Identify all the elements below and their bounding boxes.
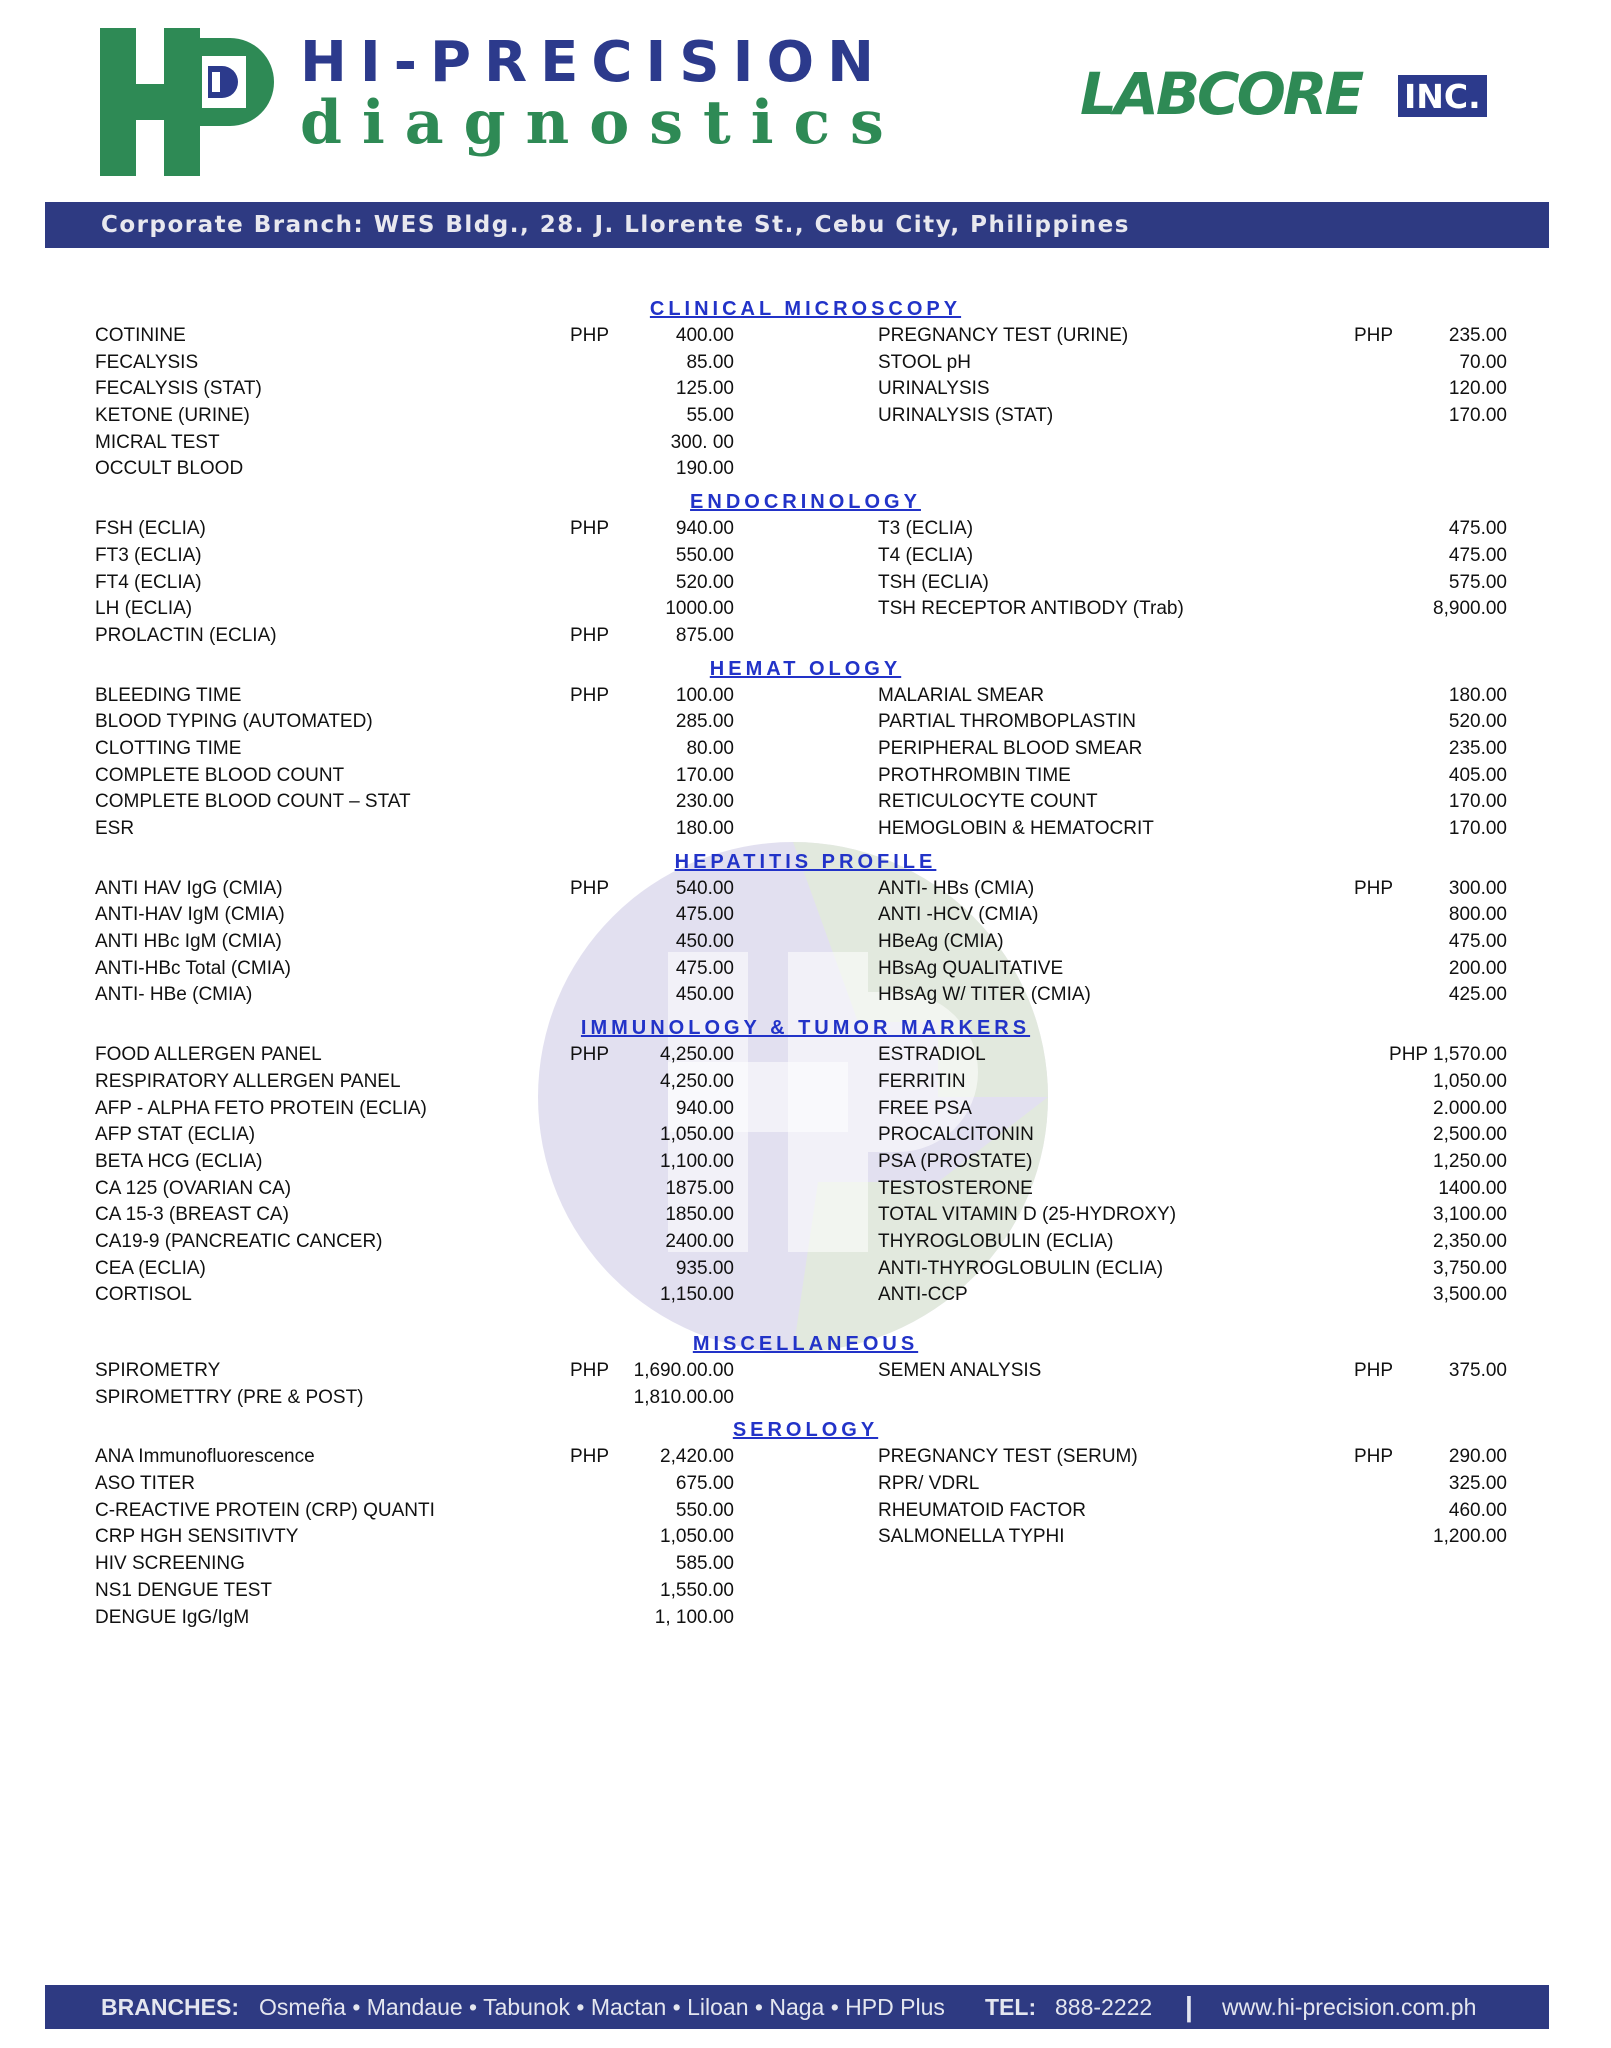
right-price: 170.00 [1448,818,1507,839]
left-price: 1000.00 [665,598,734,620]
price-list [0,296,1611,1637]
right-price: 325.00 [1448,1473,1507,1495]
left-currency: PHP [570,1360,610,1381]
price-row [0,1176,1611,1203]
price-row [0,956,1611,983]
section-immunology-tumor-markers [0,1015,1611,1309]
left-test-name: CRP HGH SENSITIVTY [95,1526,299,1548]
price-row [0,543,1611,570]
price-row [0,456,1611,483]
price-row [0,1149,1611,1176]
right-test-name: MALARIAL SMEAR [878,684,1045,706]
price-row [0,596,1611,623]
right-test-name: URINALYSIS (STAT) [878,405,1054,427]
right-price: 475.00 [1448,518,1507,540]
left-price: 1,690.00.00 [633,1360,734,1381]
left-currency: PHP [570,1446,610,1468]
branches-bar [45,1985,1549,2029]
price-row [0,982,1611,1009]
left-test-name: BLEEDING TIME [95,684,242,706]
left-price: 2400.00 [665,1230,734,1252]
right-price: 1400.00 [1438,1177,1507,1199]
section-miscellaneous [0,1331,1611,1411]
left-test-name: FOOD ALLERGEN PANEL [95,1044,322,1066]
left-price: 475.00 [675,957,734,979]
left-price: 285.00 [675,711,734,733]
right-test-name: TESTOSTERONE [878,1177,1033,1199]
price-row [0,1385,1611,1412]
right-price: 8,900.00 [1433,598,1507,620]
left-price: 4,250.00 [660,1070,734,1092]
price-row [0,570,1611,597]
left-test-name: FSH (ECLIA) [95,518,206,540]
left-currency: PHP [570,325,610,346]
section-title: MISCELLANEOUS [692,1333,919,1355]
price-row [0,1096,1611,1123]
left-price: 400.00 [675,325,734,346]
left-price: 230.00 [675,791,734,813]
left-test-name: ANTI- HBe (CMIA) [95,984,253,1006]
right-price: 375.00 [1448,1360,1507,1381]
labcore-inc-badge: INC. [1398,75,1487,117]
price-row [0,1229,1611,1256]
section-rows [0,876,1611,1009]
left-test-name: HIV SCREENING [95,1553,245,1575]
right-price: 235.00 [1448,737,1507,759]
price-row [0,816,1611,843]
right-currency: PHP [1354,1446,1394,1468]
left-currency: PHP [570,684,610,706]
left-price: 675.00 [675,1473,734,1495]
left-price: 1850.00 [665,1204,734,1226]
left-test-name: ANTI-HAV IgM (CMIA) [95,904,285,926]
right-test-name: FREE PSA [878,1097,972,1119]
right-test-name: FERRITIN [878,1070,966,1092]
left-price: 940.00 [675,518,734,540]
left-price: 1,550.00 [660,1579,734,1601]
left-test-name: NS1 DENGUE TEST [95,1579,273,1601]
right-test-name: HEMOGLOBIN & HEMATOCRIT [878,818,1154,839]
right-test-name: T3 (ECLIA) [878,518,974,540]
left-test-name: BLOOD TYPING (AUTOMATED) [95,711,373,733]
left-currency: PHP [570,624,610,646]
section-title: ENDOCRINOLOGY [690,491,921,514]
right-price: 300.00 [1448,877,1507,899]
left-test-name: SPIROMETTRY (PRE & POST) [95,1386,364,1408]
left-test-name: BETA HCG (ECLIA) [95,1150,263,1172]
left-test-name: CEA (ECLIA) [95,1257,206,1279]
left-test-name: FT3 (ECLIA) [95,544,202,566]
left-test-name: KETONE (URINE) [95,405,250,427]
section-title: HEMAT OLOGY [709,657,902,680]
left-price: 1,050.00 [660,1526,734,1548]
right-test-name: PROCALCITONIN [878,1124,1034,1146]
left-price: 190.00 [675,458,734,480]
right-test-name: HBeAg (CMIA) [878,931,1004,953]
left-test-name: SPIROMETRY [95,1360,221,1381]
left-price: 585.00 [675,1553,734,1575]
right-test-name: PREGNANCY TEST (SERUM) [878,1446,1138,1468]
footer-separator: | [1185,1991,1193,2022]
website-link[interactable]: www.hi-precision.com.ph [1222,1994,1477,2020]
left-price: 540.00 [675,877,734,899]
price-row [0,1202,1611,1229]
left-test-name: DENGUE IgG/IgM [95,1606,250,1628]
price-row [0,403,1611,430]
left-test-name: C-REACTIVE PROTEIN (CRP) QUANTI [95,1499,435,1521]
left-currency: PHP [570,518,610,540]
section-rows [0,516,1611,649]
right-test-name: ANTI -HCV (CMIA) [878,904,1039,926]
section-clinical-microscopy [0,296,1611,483]
left-test-name: ANA Immunofluorescence [95,1446,315,1468]
left-price: 475.00 [675,904,734,926]
left-test-name: FECALYSIS (STAT) [95,378,262,400]
left-price: 550.00 [675,544,734,566]
right-price: 475.00 [1448,544,1507,566]
left-test-name: CA 125 (OVARIAN CA) [95,1177,292,1199]
price-row [0,516,1611,543]
section-endocrinology [0,489,1611,649]
left-price: 935.00 [675,1257,734,1279]
left-price: 55.00 [686,405,734,427]
left-price: 170.00 [675,764,734,786]
section-rows [0,683,1611,843]
price-row [0,1444,1611,1471]
section-title: IMMUNOLOGY & TUMOR MARKERS [580,1017,1031,1040]
left-currency: PHP [570,1044,610,1066]
right-price: 120.00 [1448,378,1507,400]
right-price: 1,250.00 [1433,1150,1507,1172]
left-test-name: OCCULT BLOOD [95,458,244,480]
right-test-name: PERIPHERAL BLOOD SMEAR [878,737,1143,759]
right-test-name: URINALYSIS [878,378,990,400]
right-test-name: ANTI- HBs (CMIA) [878,877,1035,899]
price-row [0,1122,1611,1149]
right-test-name: ESTRADIOL [878,1044,986,1066]
left-test-name: MICRAL TEST [95,431,220,453]
right-test-name: HBsAg W/ TITER (CMIA) [878,984,1091,1006]
price-row [0,1256,1611,1283]
left-price: 1875.00 [665,1177,734,1199]
left-price: 520.00 [675,571,734,593]
left-test-name: COMPLETE BLOOD COUNT [95,764,345,786]
price-row [0,1471,1611,1498]
tel-label: TEL: [985,1994,1037,2020]
left-price: 125.00 [675,378,734,400]
price-row [0,876,1611,903]
right-price: 520.00 [1448,711,1507,733]
right-test-name: PSA (PROSTATE) [878,1150,1033,1172]
right-test-name: TSH (ECLIA) [878,571,989,593]
right-price: 405.00 [1448,764,1507,786]
left-test-name: FT4 (ECLIA) [95,571,202,593]
price-row [0,1605,1611,1632]
left-test-name: COTININE [95,325,186,346]
right-price: 170.00 [1448,405,1507,427]
right-price: 460.00 [1448,1499,1507,1521]
right-price: 425.00 [1448,984,1507,1006]
branches-list: Osmeña • Mandaue • Tabunok • Mactan • Liloan • Naga • HPD Plus [259,1994,945,2020]
right-price: 1,200.00 [1433,1526,1507,1548]
left-price: 300. 00 [670,431,734,453]
price-row [0,350,1611,377]
price-row [0,789,1611,816]
right-currency: PHP [1354,325,1394,346]
right-test-name: STOOL pH [878,351,971,373]
price-row [0,709,1611,736]
section-rows [0,1444,1611,1631]
price-row [0,376,1611,403]
left-price: 1,100.00 [660,1150,734,1172]
left-price: 1,150.00 [660,1284,734,1306]
brand-name-line1: HI-PRECISION [300,30,887,95]
left-price: 1, 100.00 [654,1606,734,1628]
section-rows [0,1042,1611,1309]
right-test-name: PARTIAL THROMBOPLASTIN [878,711,1136,733]
right-price: 180.00 [1448,684,1507,706]
section-hemat-ology [0,656,1611,843]
right-price: 3,100.00 [1433,1204,1507,1226]
right-test-name: RHEUMATOID FACTOR [878,1499,1086,1521]
right-test-name: TSH RECEPTOR ANTIBODY (Trab) [878,598,1184,620]
section-rows [0,1358,1611,1411]
right-test-name: SEMEN ANALYSIS [878,1360,1042,1381]
right-test-name: THYROGLOBULIN (ECLIA) [878,1230,1114,1252]
right-price: 2,500.00 [1433,1124,1507,1146]
section-title: HEPATITIS PROFILE [674,850,937,873]
left-price: 180.00 [675,818,734,839]
left-price: 550.00 [675,1499,734,1521]
price-row [0,1069,1611,1096]
price-row [0,1282,1611,1309]
left-test-name: FECALYSIS [95,351,199,373]
right-currency: PHP [1354,1360,1394,1381]
left-price: 1,050.00 [660,1124,734,1146]
price-row [0,929,1611,956]
price-row [0,1578,1611,1605]
left-price: 80.00 [686,737,734,759]
left-test-name: AFP STAT (ECLIA) [95,1124,256,1146]
left-price: 1,810.00.00 [633,1386,734,1408]
right-price: 475.00 [1448,931,1507,953]
right-price: PHP 1,570.00 [1389,1044,1507,1066]
left-test-name: ESR [95,818,135,839]
left-price: 450.00 [675,931,734,953]
price-row [0,1358,1611,1385]
right-price: 575.00 [1448,571,1507,593]
price-row [0,1551,1611,1578]
left-price: 940.00 [675,1097,734,1119]
left-test-name: ANTI HBc IgM (CMIA) [95,931,282,953]
price-row [0,902,1611,929]
right-price: 235.00 [1448,325,1507,346]
price-row [0,430,1611,457]
price-row [0,736,1611,763]
left-test-name: COMPLETE BLOOD COUNT – STAT [95,791,411,813]
right-test-name: PREGNANCY TEST (URINE) [878,325,1129,346]
right-test-name: PROTHROMBIN TIME [878,764,1071,786]
left-price: 4,250.00 [660,1044,734,1066]
section-serology [0,1417,1611,1631]
branches-label: BRANCHES: [101,1994,239,2020]
price-row [0,763,1611,790]
right-test-name: RETICULOCYTE COUNT [878,791,1098,813]
section-hepatitis-profile [0,849,1611,1009]
left-test-name: CORTISOL [95,1284,192,1306]
hp-logo-mark [100,28,280,176]
left-price: 2,420.00 [660,1446,734,1468]
left-price: 450.00 [675,984,734,1006]
price-row [0,623,1611,650]
left-price: 100.00 [675,684,734,706]
price-row [0,323,1611,350]
labcore-logo: LABCORE [1080,60,1362,128]
right-test-name: SALMONELLA TYPHI [878,1526,1065,1548]
price-row [0,1042,1611,1069]
left-test-name: PROLACTIN (ECLIA) [95,624,277,646]
left-price: 875.00 [675,624,734,646]
right-price: 70.00 [1459,351,1507,373]
right-price: 3,500.00 [1433,1284,1507,1306]
price-row [0,683,1611,710]
right-test-name: ANTI-CCP [878,1284,968,1306]
right-price: 1,050.00 [1433,1070,1507,1092]
right-test-name: ANTI-THYROGLOBULIN (ECLIA) [878,1257,1164,1279]
left-test-name: AFP - ALPHA FETO PROTEIN (ECLIA) [95,1097,427,1119]
right-price: 3,750.00 [1433,1257,1507,1279]
right-test-name: TOTAL VITAMIN D (25-HYDROXY) [878,1204,1177,1226]
section-title: SEROLOGY [732,1419,879,1442]
left-test-name: ASO TITER [95,1473,195,1495]
price-row [0,1524,1611,1551]
right-price: 2,350.00 [1433,1230,1507,1252]
left-currency: PHP [570,877,610,899]
corporate-branch-bar: Corporate Branch: WES Bldg., 28. J. Llorente St., Cebu City, Philippines [45,202,1549,248]
right-price: 200.00 [1448,957,1507,979]
left-test-name: ANTI HAV IgG (CMIA) [95,877,283,899]
right-test-name: HBsAg QUALITATIVE [878,957,1064,979]
left-test-name: CA 15-3 (BREAST CA) [95,1204,289,1226]
left-test-name: CLOTTING TIME [95,737,242,759]
right-currency: PHP [1354,877,1394,899]
tel-number: 888-2222 [1055,1994,1153,2020]
left-price: 85.00 [686,351,734,373]
brand-name-line2: diagnostics [300,88,904,158]
price-row [0,1498,1611,1525]
left-test-name: LH (ECLIA) [95,598,193,620]
left-test-name: CA19-9 (PANCREATIC CANCER) [95,1230,383,1252]
right-price: 170.00 [1448,791,1507,813]
right-price: 800.00 [1448,904,1507,926]
section-rows [0,323,1611,483]
right-price: 290.00 [1448,1446,1507,1468]
left-test-name: RESPIRATORY ALLERGEN PANEL [95,1070,401,1092]
right-test-name: T4 (ECLIA) [878,544,974,566]
right-test-name: RPR/ VDRL [878,1473,980,1495]
right-price: 2.000.00 [1433,1097,1507,1119]
left-test-name: ANTI-HBc Total (CMIA) [95,957,292,979]
section-title: CLINICAL MICROSCOPY [649,298,962,320]
